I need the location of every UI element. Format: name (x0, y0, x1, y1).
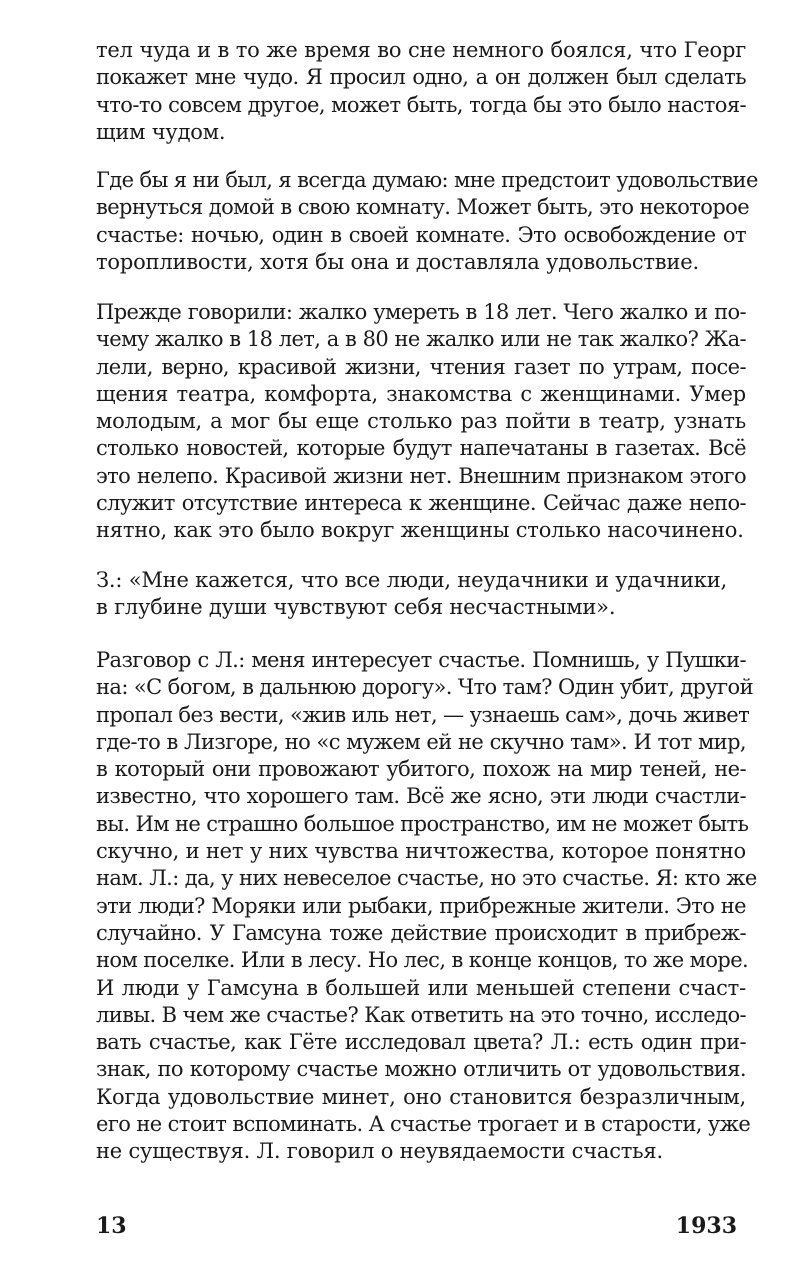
text-line: молодым, а мог бы еще столько раз пойти в театр, узнать (96, 409, 746, 434)
text-line: И люди у Гамсуна в большей или меньшей степени счаст- (96, 975, 746, 1000)
text-line: З.: «Мне кажется, что все люди, неудачники и удачники, (96, 568, 727, 592)
text-line: щения театра, комфорта, знакомства с женщинами. Умер (96, 381, 746, 406)
text-line: знак, по которому счастье можно отличить от удовольствия. (96, 1057, 746, 1082)
paragraph-2 (96, 167, 758, 276)
text-line: в который они провожают убитого, похож на мир теней, не- (96, 757, 746, 782)
text-line: в глубине души чувствуют себя несчастными». (96, 595, 616, 620)
text-line: счастье: ночью, один в своей комнате. Это освобождение от (96, 222, 746, 247)
text-line: щим чудом. (96, 119, 226, 144)
text-line: на: «С богом, в дальнюю дорогу». Что там? Один убит, другой (96, 675, 753, 700)
text-line: это нелепо. Красивой жизни нет. Внешним признаком этого (96, 463, 746, 488)
text-line: ном поселке. Или в лесу. Но лес, в конце концов, то же море. (96, 948, 749, 973)
text-line: эти люди? Моряки или рыбаки, прибрежные жители. Это не (96, 893, 746, 918)
page-number: 13 (96, 1213, 127, 1239)
text-line: чему жалко в 18 лет, а в 80 не жалко или не так жалко? Жа- (96, 327, 746, 352)
text-line: нятно, как это было вокруг женщины столько насочинено. (96, 518, 744, 543)
text-line: вы. Им не страшно большое пространство, им не может быть (96, 811, 749, 836)
text-line: известно, что хорошего там. Всё же ясно, эти люди счастли- (96, 784, 746, 809)
text-line: служит отсутствие интереса к женщине. Сейчас даже непо- (96, 491, 746, 516)
paragraph-1 (96, 37, 746, 146)
text-line: Прежде говорили: жалко умереть в 18 лет. Чего жалко и по- (96, 300, 746, 324)
text-line: торопливости, хотя бы она и доставляла удовольствие. (96, 249, 699, 274)
text-line: нам. Л.: да, у них невеселое счастье, но это счастье. Я: кто же (96, 866, 757, 891)
text-line: его не стоит вспоминать. А счастье трогает и в старости, уже (96, 1112, 751, 1137)
text-line: ливы. В чем же счастье? Как ответить на это точно, исследо- (96, 1002, 746, 1027)
text-line: где-то в Лизгоре, но «с мужем ей не скучно там». И тот мир, (96, 729, 746, 754)
text-line: случайно. У Гамсуна тоже действие происходит в прибреж- (96, 920, 746, 945)
text-line: Когда удовольствие минет, оно становится безразличным, (96, 1084, 746, 1109)
text-line: пропал без вести, «жив иль нет, — узнаешь сам», дочь живет (96, 702, 750, 727)
text-line: скучно, и нет у них чувства ничтожества, которое понятно (96, 839, 746, 864)
text-line: вернуться домой в свою комнату. Может быть, это некоторое (96, 195, 750, 220)
text-line: не существуя. Л. говорил о неувядаемости счастья. (96, 1139, 663, 1164)
text-line: Где бы я ни был, я всегда думаю: мне предстоит удовольствие (96, 168, 758, 192)
text-line: вать счастье, как Гёте исследовал цвета? Л.: есть один при- (96, 1030, 746, 1055)
text-line: что-то совсем другое, может быть, тогда бы это было настоя- (96, 92, 746, 117)
paragraph-3 (96, 299, 746, 545)
text-line: лели, верно, красивой жизни, чтения газет по утрам, посе- (96, 354, 746, 379)
paragraph-4 (96, 567, 746, 622)
text-line: тел чуда и в то же время во сне немного боялся, что Георг (96, 38, 746, 62)
page-year: 1933 (675, 1213, 737, 1239)
paragraph-5 (96, 647, 757, 1166)
text-line: Разговор с Л.: меня интересует счастье. Помнишь, у Пушки- (96, 648, 746, 672)
text-line: покажет мне чудо. Я просил одно, а он должен был сделать (96, 65, 746, 90)
text-line: столько новостей, которые будут напечатаны в газетах. Всё (96, 436, 746, 461)
